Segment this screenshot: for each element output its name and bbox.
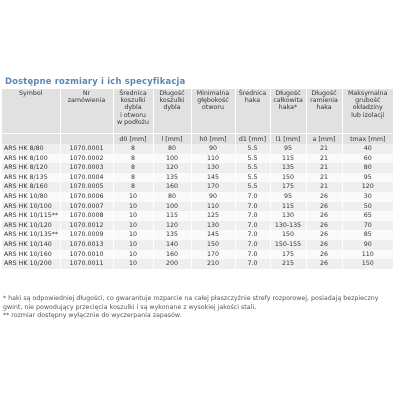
cell-order-number: 1070.0007	[60, 202, 113, 212]
cell-symbol: ARS HK 10/135**	[4, 231, 58, 239]
footnote: ** rozmiar dostępny wyłącznie do wyczerpania zapasów.	[3, 312, 182, 320]
table-row	[2, 173, 393, 183]
cell-hook-diameter: 5.5	[235, 154, 270, 164]
cell-hook-arm-length: 26	[306, 202, 342, 212]
cell-sleeve-diameter: 8	[113, 163, 153, 173]
cell-symbol: ARS HK 8/160	[2, 182, 60, 192]
spec-table	[2, 89, 393, 269]
cell-sleeve-diameter: 8	[113, 144, 153, 154]
table-row	[2, 154, 393, 164]
cell-order-number: 1070.0010	[60, 250, 113, 260]
cell-hook-total-length: 150	[270, 230, 306, 240]
cell-symbol: ARS HK 10/100	[2, 202, 60, 212]
cell-sleeve-length: 120	[153, 221, 191, 231]
cell-hook-diameter: 7.0	[235, 202, 270, 212]
cell-hook-arm-length: 21	[306, 182, 342, 192]
cell-sleeve-diameter: 10	[113, 259, 153, 269]
cell-hook-total-length: 95	[270, 144, 306, 154]
table-row	[2, 192, 393, 202]
cell-hook-total-length: 95	[270, 192, 306, 202]
table-row	[2, 211, 393, 221]
cell-min-hole-depth: 110	[191, 154, 235, 164]
cell-hook-arm-length: 21	[306, 163, 342, 173]
column-header-hook-total-length: Długość całkowita haka*	[270, 89, 306, 134]
cell-sleeve-diameter: 10	[113, 230, 153, 240]
header-row	[2, 89, 393, 134]
cell-sleeve-length: 100	[153, 154, 191, 164]
cell-sleeve-diameter: 8	[113, 173, 153, 183]
cell-hook-arm-length: 21	[306, 144, 342, 154]
cell-hook-diameter: 7.0	[235, 259, 270, 269]
cell-symbol: ARS HK 8/135	[2, 173, 60, 183]
cell-hook-total-length: 130	[270, 211, 306, 221]
table-row	[2, 202, 393, 212]
table-row	[2, 163, 393, 173]
cell-hook-total-length: 175	[270, 250, 306, 260]
cell-sleeve-diameter: 8	[113, 154, 153, 164]
cell-order-number: 1070.0001	[60, 144, 113, 154]
cell-max-cladding-thickness: 60	[342, 154, 393, 164]
cell-hook-diameter: 7.0	[235, 240, 270, 250]
cell-sleeve-length: 160	[153, 250, 191, 260]
cell-max-cladding-thickness: 150	[342, 259, 393, 269]
cell-hook-diameter: 7.0	[235, 230, 270, 240]
table-row	[2, 259, 393, 269]
cell-hook-arm-length: 21	[306, 173, 342, 183]
cell-min-hole-depth: 170	[191, 250, 235, 260]
cell-symbol: ARS HK 10/140	[2, 240, 60, 250]
cell-hook-diameter: 5.5	[235, 182, 270, 192]
cell-symbol: ARS HK 10/120	[2, 221, 60, 231]
cell-max-cladding-thickness: 95	[342, 173, 393, 183]
cell-sleeve-diameter: 10	[113, 240, 153, 250]
column-header-sleeve-length: Długość koszulki dybla	[153, 89, 191, 134]
cell-hook-diameter: 7.0	[235, 192, 270, 202]
cell-hook-diameter: 7.0	[235, 221, 270, 231]
cell-hook-arm-length: 21	[306, 154, 342, 164]
cell-max-cladding-thickness: 110	[342, 250, 393, 260]
cell-min-hole-depth: 110	[191, 202, 235, 212]
cell-hook-total-length: 150	[270, 173, 306, 183]
cell-symbol: ARS HK 8/120	[2, 163, 60, 173]
cell-sleeve-length: 135	[153, 173, 191, 183]
cell-min-hole-depth: 130	[191, 221, 235, 231]
cell-order-number: 1070.0012	[60, 221, 113, 231]
cell-hook-arm-length: 26	[306, 192, 342, 202]
cell-max-cladding-thickness: 30	[342, 192, 393, 202]
table-row	[2, 250, 393, 260]
column-header-max-cladding-thickness: Maksymalna grubość okładziny lub izolacji	[342, 89, 393, 134]
cell-hook-diameter: 7.0	[235, 250, 270, 260]
cell-min-hole-depth: 90	[191, 192, 235, 202]
column-header-hook-arm-length: Długość ramienia haka	[306, 89, 342, 134]
cell-sleeve-length: 200	[153, 259, 191, 269]
column-header-order-number: Nr zamówienia	[60, 89, 113, 134]
cell-order-number: 1070.0004	[60, 173, 113, 183]
cell-hook-diameter: 5.5	[235, 173, 270, 183]
cell-min-hole-depth: 130	[191, 163, 235, 173]
cell-max-cladding-thickness: 90	[342, 240, 393, 250]
cell-min-hole-depth: 145	[191, 230, 235, 240]
cell-max-cladding-thickness: 80	[342, 163, 393, 173]
unit-sleeve-diameter: d0 [mm]	[113, 134, 153, 145]
table-row	[2, 230, 393, 240]
cell-sleeve-diameter: 8	[113, 182, 153, 192]
cell-hook-arm-length: 26	[306, 259, 342, 269]
cell-sleeve-diameter: 10	[113, 202, 153, 212]
units-row	[2, 134, 393, 145]
cell-max-cladding-thickness: 120	[342, 182, 393, 192]
cell-hook-total-length: 115	[270, 154, 306, 164]
cell-sleeve-length: 80	[153, 192, 191, 202]
unit-max-cladding-thickness: tmax [mm]	[342, 134, 393, 145]
unit-min-hole-depth: h0 [mm]	[191, 134, 235, 145]
column-header-sleeve-diameter: Średnica koszulki dybla i otworu w podłożu	[113, 89, 153, 134]
cell-max-cladding-thickness: 70	[342, 221, 393, 231]
unit-symbol	[2, 134, 60, 145]
section-title: Dostępne rozmiary i ich specyfikacja	[5, 76, 186, 86]
cell-sleeve-length: 80	[153, 144, 191, 154]
cell-sleeve-length: 120	[153, 163, 191, 173]
cell-hook-diameter: 5.5	[235, 163, 270, 173]
cell-min-hole-depth: 210	[191, 259, 235, 269]
table-row	[2, 221, 393, 231]
cell-sleeve-diameter: 10	[113, 192, 153, 202]
cell-hook-arm-length: 26	[306, 250, 342, 260]
cell-sleeve-length: 160	[153, 182, 191, 192]
unit-sleeve-length: l [mm]	[153, 134, 191, 145]
column-header-symbol: Symbol	[2, 89, 60, 134]
column-header-min-hole-depth: Minimalna głębokość otworu	[191, 89, 235, 134]
footnote: * haki są odpowiedniej długości, co gwarantuje rozparcie na całej płaszczyźnie strefy rozporowej, posiadają bezpieczny gwint, nie powodujący przecięcia koszulki i są wykonane z wysokiej jakości stali,	[3, 295, 379, 311]
cell-symbol: ARS HK 10/115**	[4, 212, 58, 220]
unit-hook-diameter: d1 [mm]	[235, 134, 270, 145]
column-header-hook-diameter: Średnica haka	[235, 89, 270, 134]
cell-max-cladding-thickness: 65	[342, 211, 393, 221]
cell-sleeve-length: 135	[153, 230, 191, 240]
cell-min-hole-depth: 145	[191, 173, 235, 183]
unit-order-number	[60, 134, 113, 145]
unit-hook-total-length: l1 [mm]	[270, 134, 306, 145]
cell-order-number: 1070.0013	[60, 240, 113, 250]
cell-sleeve-length: 140	[153, 240, 191, 250]
cell-order-number: 1070.0005	[60, 182, 113, 192]
cell-order-number: 1070.0006	[60, 192, 113, 202]
cell-sleeve-diameter: 10	[113, 221, 153, 231]
cell-symbol: ARS HK 10/80	[2, 192, 60, 202]
cell-hook-arm-length: 26	[306, 221, 342, 231]
cell-min-hole-depth: 150	[191, 240, 235, 250]
cell-hook-diameter: 7.0	[235, 211, 270, 221]
cell-hook-total-length: 175	[270, 182, 306, 192]
cell-hook-total-length: 215	[270, 259, 306, 269]
table-row	[2, 240, 393, 250]
cell-hook-total-length: 130-135	[270, 221, 306, 231]
cell-min-hole-depth: 170	[191, 182, 235, 192]
cell-hook-arm-length: 26	[306, 230, 342, 240]
cell-order-number: 1070.0003	[60, 163, 113, 173]
cell-order-number: 1070.0008	[60, 211, 113, 221]
cell-hook-arm-length: 26	[306, 240, 342, 250]
cell-max-cladding-thickness: 50	[342, 202, 393, 212]
cell-min-hole-depth: 90	[191, 144, 235, 154]
footnotes	[3, 295, 397, 321]
cell-sleeve-diameter: 10	[113, 250, 153, 260]
cell-hook-arm-length: 26	[306, 211, 342, 221]
cell-hook-total-length: 150-155	[270, 240, 306, 250]
cell-order-number: 1070.0011	[60, 259, 113, 269]
cell-sleeve-diameter: 10	[113, 211, 153, 221]
table-row	[2, 144, 393, 154]
unit-hook-arm-length: a [mm]	[306, 134, 342, 145]
cell-symbol: ARS HK 8/100	[2, 154, 60, 164]
cell-symbol: ARS HK 10/200	[2, 259, 60, 269]
cell-order-number: 1070.0002	[60, 154, 113, 164]
cell-order-number: 1070.0009	[60, 230, 113, 240]
cell-symbol: ARS HK 8/80	[2, 144, 60, 154]
cell-max-cladding-thickness: 85	[342, 230, 393, 240]
cell-hook-total-length: 115	[270, 202, 306, 212]
table-row	[2, 182, 393, 192]
cell-sleeve-length: 115	[153, 211, 191, 221]
cell-symbol: ARS HK 10/160	[2, 250, 60, 260]
cell-sleeve-length: 100	[153, 202, 191, 212]
cell-hook-diameter: 5.5	[235, 144, 270, 154]
cell-min-hole-depth: 125	[191, 211, 235, 221]
cell-max-cladding-thickness: 40	[342, 144, 393, 154]
cell-hook-total-length: 135	[270, 163, 306, 173]
table-body	[2, 144, 393, 269]
